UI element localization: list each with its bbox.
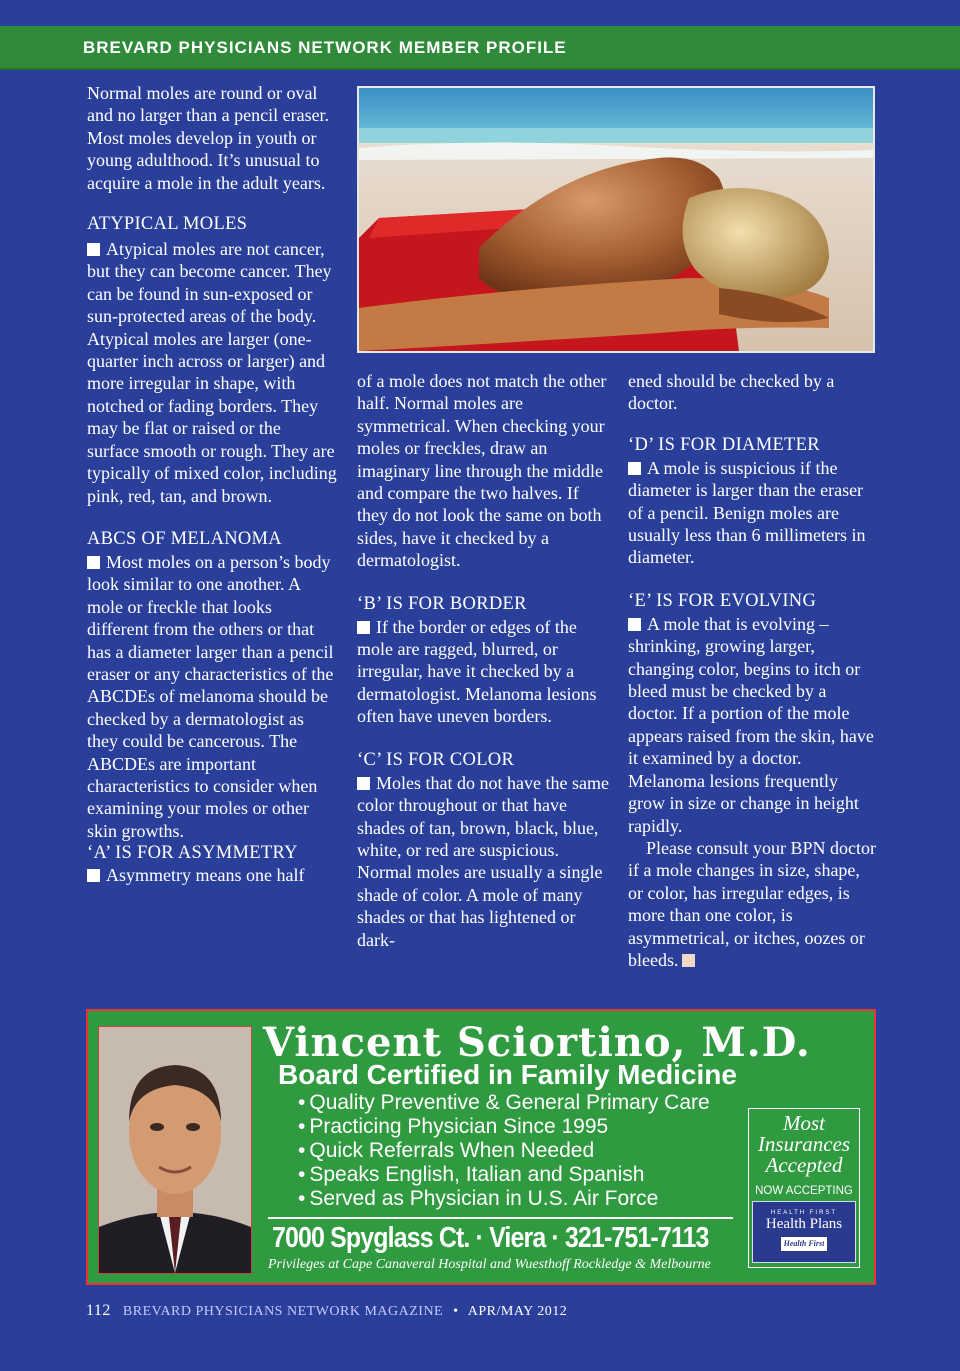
hospital-privileges: Privileges at Cape Canaveral Hospital and Wuesthoff Rockledge & Melbourne <box>268 1257 711 1272</box>
b-text <box>357 616 609 728</box>
column-2 <box>357 370 609 951</box>
d-text <box>628 457 878 569</box>
heading-abcs-of-melanoma: ABCS OF MELANOMA <box>87 528 282 549</box>
now-accepting-label: NOW ACCEPTING <box>755 1185 853 1197</box>
bullet-square <box>628 462 641 475</box>
health-plans-label: Health Plans <box>765 1216 843 1232</box>
heading-d-diameter: ‘D’ IS FOR DIAMETER <box>628 434 820 455</box>
health-first-small: HEALTH FIRST <box>770 1210 838 1216</box>
atypical-body: Atypical moles are not cancer, but they can become cancer. They can be found in sun-exposed or sun-protected areas of the body. Atypical moles are larger (one-quarter inch across or larger) and more irregular in shape, with notched or fading borders. They may be flat or raised or the surface smooth or rough. They are typically of mixed color, including pink, red, tan, and brown. <box>87 239 337 506</box>
footer-separator: • <box>453 1304 459 1319</box>
sunbather-illustration <box>359 88 873 351</box>
column-1 <box>87 82 337 887</box>
doctor-portrait <box>98 1026 252 1274</box>
c-text <box>357 772 609 951</box>
column-3 <box>628 370 878 971</box>
bullet-square <box>87 243 100 256</box>
bullet-square <box>87 556 100 569</box>
service-item: • Practicing Physician Since 1995 <box>298 1115 710 1139</box>
c-body: Moles that do not have the same color throughout or that have shades of tan, brown, black, blue, white, or red are suspicious. Normal moles are usually a single shade of color. A mole of many shades or that has lightened or dark- <box>357 772 609 950</box>
health-first-badge: Health First <box>781 1237 827 1251</box>
insurance-title: Most Insurances Accepted <box>757 1111 851 1177</box>
services-list <box>298 1091 710 1211</box>
intro-text: Normal moles are round or oval and no larger than a pencil eraser. Most moles develop in youth or young adulthood. It’s unusual to acquire a mole in the adult years. <box>87 83 330 193</box>
e-body: A mole that is evolving – shrinking, growing larger, changing color, begins to itch or bleed must be checked by a doctor. If a portion of the mole appears raised from the skin, have it examined by a doctor. Melanoma lesions frequently grow in size or change in height rapidly. <box>628 613 874 836</box>
bullet-square <box>87 869 100 882</box>
header-title: BREVARD PHYSICIANS NETWORK MEMBER PROFILE <box>83 38 567 57</box>
abcs-body: Most moles on a person’s body look similar to one another. A mole or freckle that looks different from the others or that has a diameter larger than a pencil eraser or any characteristics of the ABCDEs of melanoma should be checked by a dermatologist as they could be cancerous. The ABCDEs are important characteristics to consider when examining your moles or other skin growths. <box>87 551 334 841</box>
heading-c-color: ‘C’ IS FOR COLOR <box>357 749 515 770</box>
c-text-continued: ened should be checked by a doctor. <box>628 371 835 414</box>
page-number: 112 <box>86 1302 111 1319</box>
board-certification: Board Certified in Family Medicine <box>278 1059 737 1090</box>
header-bar <box>0 26 960 70</box>
atypical-text <box>87 238 337 507</box>
bullet-square <box>357 621 370 634</box>
bullet-square <box>628 618 641 631</box>
insurance-box <box>748 1108 860 1268</box>
health-first-logo <box>752 1201 856 1263</box>
service-item: • Speaks English, Italian and Spanish <box>298 1163 710 1187</box>
divider <box>268 1217 733 1219</box>
magazine-name: BREVARD PHYSICIANS NETWORK MAGAZINE <box>122 1304 444 1319</box>
closing-text <box>628 837 878 971</box>
address-phone: 7000 Spyglass Ct. · Viera · 321-751-7113 <box>272 1222 709 1254</box>
page-footer <box>86 1302 567 1320</box>
heading-b-border: ‘B’ IS FOR BORDER <box>357 593 527 614</box>
heading-atypical-moles: ATYPICAL MOLES <box>87 214 248 235</box>
a-text-start <box>87 864 337 886</box>
doctor-name: Vincent Sciortino, M.D. <box>263 1019 811 1066</box>
abcs-text <box>87 551 337 842</box>
portrait-illustration <box>99 1027 251 1273</box>
a-text-continued: of a mole does not match the other half. Normal moles are symmetrical. When checking your moles or freckles, draw an imaginary line through the middle and compare the two halves. If they do not look the same on both sides, have it checked by a dermatologist. <box>357 371 607 571</box>
d-body: A mole is suspicious if the diameter is larger than the eraser of a pencil. Benign moles are usually less than 6 millimeters in diameter. <box>628 457 866 568</box>
issue-date: APR/MAY 2012 <box>467 1304 568 1319</box>
beach-photo <box>357 86 875 353</box>
heading-a-asymmetry: ‘A’ IS FOR ASYMMETRY <box>87 843 298 864</box>
a-body-start: Asymmetry means one half <box>106 865 305 886</box>
heading-e-evolving: ‘E’ IS FOR EVOLVING <box>628 590 817 611</box>
e-text <box>628 613 878 837</box>
b-body: If the border or edges of the mole are ragged, blurred, or irregular, have it checked by a dermatologist. Melanoma lesions often have uneven borders. <box>357 616 597 727</box>
service-item: • Quality Preventive & General Primary Care <box>298 1091 710 1115</box>
service-item: • Quick Referrals When Needed <box>298 1139 710 1163</box>
doctor-advertisement <box>86 1009 876 1285</box>
closing-body: Please consult your BPN doctor if a mole changes in size, shape, or color, has irregular edges, is more than one color, is asymmetrical, or itches, oozes or bleeds. <box>628 837 876 970</box>
service-item: • Served as Physician in U.S. Air Force <box>298 1187 710 1211</box>
end-mark <box>682 954 695 967</box>
bullet-square <box>357 777 370 790</box>
